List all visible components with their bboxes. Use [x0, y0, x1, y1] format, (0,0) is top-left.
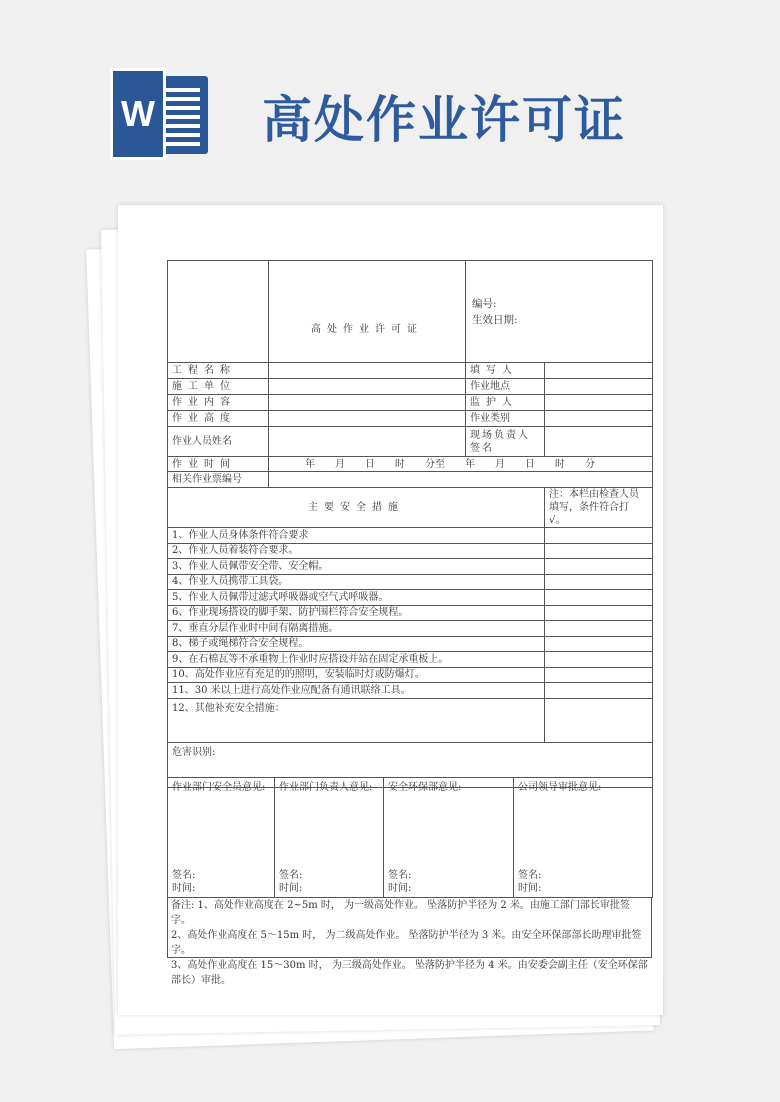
- row-label: 施工单位: [168, 379, 269, 395]
- measure-item: 5、作业人员佩带过滤式呼吸器或空气式呼吸器。: [168, 590, 545, 606]
- row-label: 作业人员姓名: [168, 427, 269, 457]
- height-field[interactable]: [269, 411, 466, 427]
- location-field[interactable]: [545, 379, 653, 395]
- number-date-cell: [466, 261, 653, 363]
- check-cell[interactable]: [545, 636, 653, 652]
- supervisor-field[interactable]: [545, 395, 653, 411]
- check-cell[interactable]: [545, 667, 653, 683]
- form-title: 高处作业许可证: [269, 261, 466, 363]
- measure-item: 9、在石棉瓦等不承重物上作业时应搭设并站在固定承重板上。: [168, 652, 545, 668]
- sign-label: 签名:: [279, 870, 303, 881]
- remark-line: 备注: 1、高处作业高度在 2~5m 时， 为一级高处作业。 坠落防护半径为 2 米。由施工部门部长审批签字。: [171, 900, 630, 926]
- logo-cell: [168, 261, 269, 363]
- check-cell[interactable]: [545, 605, 653, 621]
- opinion-box[interactable]: [514, 778, 653, 898]
- measure-item: 3、作业人员佩带安全带、安全帽。: [168, 559, 545, 575]
- check-cell[interactable]: [545, 621, 653, 637]
- opinion-label: 公司领导审批意见:: [518, 782, 602, 793]
- effective-date-label: 生效日期:: [472, 313, 518, 326]
- opinion-box[interactable]: [168, 778, 275, 898]
- opinion-box[interactable]: [384, 778, 514, 898]
- word-icon-letter: W: [110, 68, 166, 160]
- row-label: 填写人: [466, 363, 545, 379]
- time-label: 时间:: [279, 883, 303, 894]
- opinion-label: 作业部门负责人意见:: [279, 782, 373, 793]
- time-field[interactable]: 年 月 日 时 分至 年 月 日 时 分: [269, 457, 653, 472]
- permit-form-table: [167, 260, 653, 788]
- row-label: 作业高度: [168, 411, 269, 427]
- sign-label: 签名:: [518, 870, 542, 881]
- row-label: 作业类别: [466, 411, 545, 427]
- remarks: [167, 897, 652, 986]
- measure-item: 10、高处作业应有充足的的照明，安装临时灯或防爆灯。: [168, 667, 545, 683]
- project-name-field[interactable]: [269, 363, 466, 379]
- time-label: 作业时间: [168, 457, 269, 472]
- time-label: 时间:: [518, 883, 542, 894]
- check-cell[interactable]: [545, 543, 653, 559]
- hazard-identification: 危害识别:: [168, 742, 653, 787]
- number-label: 编号:: [472, 297, 497, 310]
- filler-field[interactable]: [545, 363, 653, 379]
- sign-label: 签名:: [388, 870, 412, 881]
- contractor-field[interactable]: [269, 379, 466, 395]
- check-cell[interactable]: [545, 683, 653, 699]
- check-cell[interactable]: [545, 574, 653, 590]
- check-cell[interactable]: [545, 590, 653, 606]
- banner-title: 高处作业许可证: [262, 91, 626, 149]
- row-label: 现场负责人签名: [466, 427, 545, 457]
- measure-item: 11、30 米以上进行高处作业应配备有通讯联络工具。: [168, 683, 545, 699]
- row-label: 作业内容: [168, 395, 269, 411]
- measure-item: 8、梯子或绳梯符合安全规程。: [168, 636, 545, 652]
- check-cell[interactable]: [545, 698, 653, 742]
- check-cell[interactable]: [545, 559, 653, 575]
- opinion-box[interactable]: [275, 778, 384, 898]
- remark-line: 3、高处作业高度在 15～30m 时， 为三级高处作业。 坠落防护半径为 4 米。由安委会副主任（安全环保部部长）审批。: [171, 960, 648, 986]
- manager-signature-field[interactable]: [545, 427, 653, 457]
- measure-item: 7、垂直分层作业时中间有隔离措施。: [168, 621, 545, 637]
- opinions-table: [167, 777, 653, 898]
- measure-item: 1、作业人员身体条件符合要求: [168, 528, 545, 544]
- measure-item: 6、作业现场搭设的脚手架、防护围栏符合安全规程。: [168, 605, 545, 621]
- content-field[interactable]: [269, 395, 466, 411]
- measure-item: 12、其他补充安全措施：: [168, 698, 545, 742]
- measures-title: 主要安全措施: [168, 488, 545, 528]
- remark-line: 2、高处作业高度在 5～15m 时， 为二级高处作业。 坠落防护半径为 3 米。由安全环保部部长助理审批签字。: [171, 930, 642, 956]
- row-label: 监护人: [466, 395, 545, 411]
- word-icon: [110, 68, 208, 160]
- sign-label: 签名:: [172, 870, 196, 881]
- ticket-field[interactable]: [269, 472, 653, 488]
- measures-note: 注：本栏由检查人员填写，条件符合打 √。: [545, 488, 653, 528]
- category-field[interactable]: [545, 411, 653, 427]
- check-cell[interactable]: [545, 652, 653, 668]
- check-cell[interactable]: [545, 528, 653, 544]
- row-label: 作业地点: [466, 379, 545, 395]
- time-label: 时间:: [172, 883, 196, 894]
- opinion-label: 安全环保部意见:: [388, 782, 462, 793]
- opinion-label: 作业部门安全员意见:: [172, 782, 266, 793]
- measure-item: 4、作业人员携带工具袋。: [168, 574, 545, 590]
- measure-item: 2、作业人员着装符合要求。: [168, 543, 545, 559]
- workers-field[interactable]: [269, 427, 466, 457]
- time-label: 时间:: [388, 883, 412, 894]
- row-label: 工程名称: [168, 363, 269, 379]
- ticket-label: 相关作业票编号: [168, 472, 269, 488]
